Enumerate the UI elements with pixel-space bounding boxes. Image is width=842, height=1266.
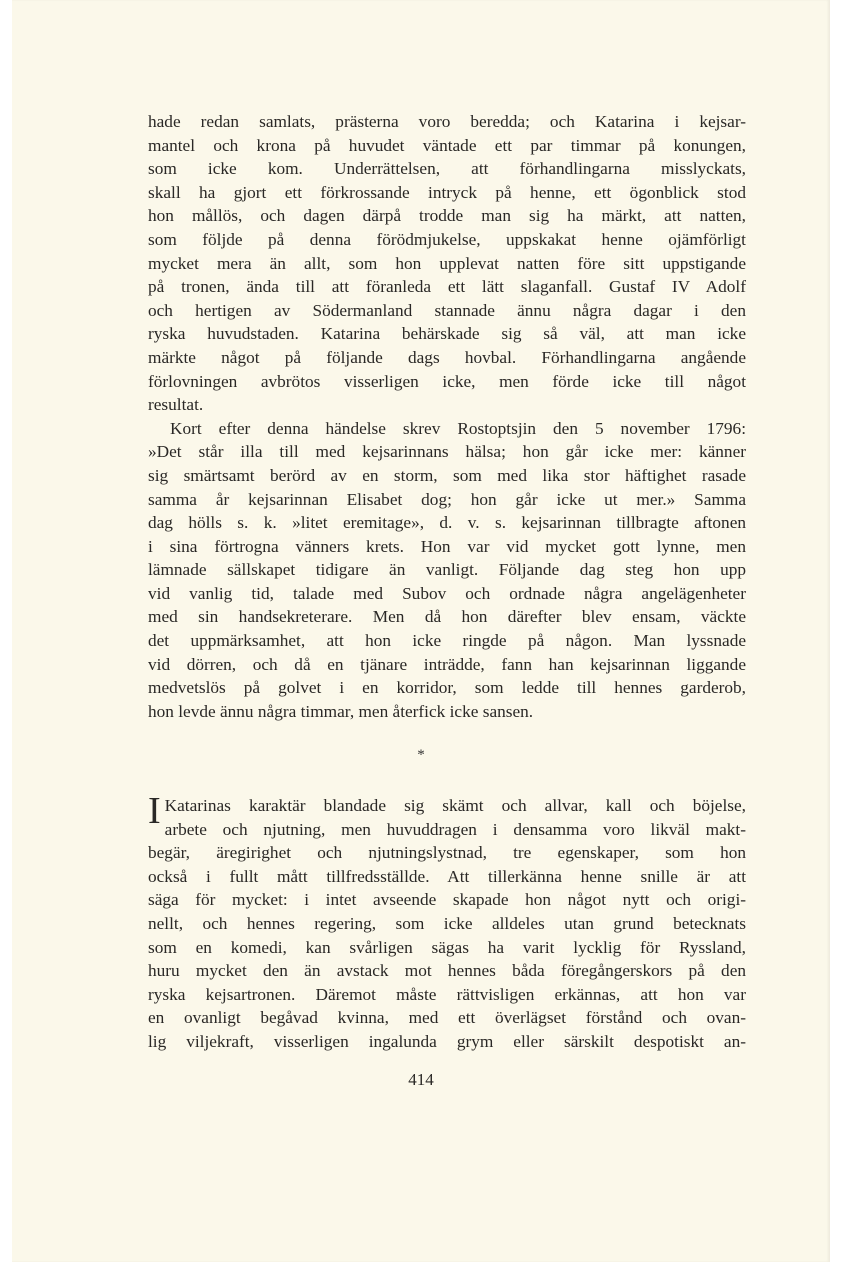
text-line: ryska kejsartronen. Däremot måste rättvisligen erkännas, att hon var	[148, 984, 746, 1004]
text-line: vid vanlig tid, talade med Subov och ordnade några angelägenheter	[148, 583, 746, 603]
text-line: sig smärtsamt berörd av en storm, som med lika stor häftighet rasade	[148, 465, 746, 485]
text-line: med sin handsekreterare. Men då hon därefter blev ensam, väckte	[148, 607, 746, 627]
text-line: lämnade sällskapet tidigare än vanligt. Följande dag steg hon upp	[148, 560, 746, 580]
text-line: hon levde ännu några timmar, men återfick icke sansen.	[148, 701, 534, 721]
text-line: hon mållös, och dagen därpå trodde man sig ha märkt, att natten,	[148, 206, 746, 226]
text-line: arbete och njutning, men huvuddragen i densamma voro likväl makt-	[164, 819, 746, 839]
text-line: medvetslös på golvet i en korridor, som ledde till hennes garderob,	[148, 678, 746, 698]
text-line: också i fullt mått tillfredsställde. Att tillerkänna henne snille är att	[148, 866, 746, 886]
initial-letter: I	[148, 790, 161, 832]
text-line: Katarinas karaktär blandade sig skämt och allvar, kall och böjelse,	[164, 796, 746, 815]
paragraph-1	[148, 110, 746, 417]
text-line: lig viljekraft, visserligen ingalunda grym eller särskilt despotiskt an-	[148, 1031, 746, 1051]
text-line: som en komedi, kan svårligen sägas ha varit lycklig för Ryssland,	[148, 937, 746, 957]
text-line: begär, äregirighet och njutningslystnad, tre egenskaper, som hon	[148, 843, 746, 863]
text-line: det uppmärksamhet, att hon icke ringde på någon. Man lyssnade	[148, 631, 746, 651]
text-line: »Det står illa till med kejsarinnans hälsa; hon går icke mer: känner	[148, 442, 746, 462]
text-line: mycket mera än allt, som hon upplevat natten före sitt uppstigande	[148, 253, 746, 273]
text-line: Kort efter denna händelse skrev Rostoptsjin den 5 november 1796:	[170, 418, 746, 438]
text-line: dag hölls s. k. »litet eremitage», d. v. s. kejsarinnan tillbragte aftonen	[148, 513, 746, 533]
text-line: som följde på denna förödmjukelse, uppskakat henne ojämförligt	[148, 229, 746, 249]
text-line: säga för mycket: i intet avseende skapade hon något nytt och origi-	[148, 890, 746, 910]
text-line: som icke kom. Underrättelsen, att förhandlingarna misslyckats,	[148, 159, 746, 179]
text-line: mantel och krona på huvudet väntade ett par timmar på konungen,	[148, 135, 746, 155]
page-number: 414	[408, 1070, 434, 1089]
body-text	[148, 110, 746, 723]
text-line: förlovningen avbrötos visserligen icke, men förde icke till något	[148, 371, 746, 391]
text-line: skall ha gjort ett förkrossande intryck på henne, ett ögonblick stod	[148, 182, 746, 202]
text-line: vid dörren, och då en tjänare inträdde, fann han kejsarinnan liggande	[148, 654, 746, 674]
text-line: huru mycket den än avstack mot hennes båda föregångerskors på den	[148, 961, 746, 981]
text-line: hade redan samlats, prästerna voro beredda; och Katarina i kejsar-	[148, 112, 746, 131]
text-line: ryska huvudstaden. Katarina behärskade sig så väl, att man icke	[148, 324, 746, 344]
text-line: i sina förtrogna vänners krets. Hon var vid mycket gott lynne, men	[148, 536, 746, 556]
text-line: resultat.	[148, 395, 204, 415]
section-separator: *	[417, 747, 425, 763]
paragraph-2	[148, 417, 746, 724]
section-2-text	[148, 790, 746, 1054]
text-line: på tronen, ända till att föranleda ett lätt slaganfall. Gustaf IV Adolf	[148, 277, 746, 297]
text-line: och hertigen av Södermanland stannade ännu några dagar i den	[148, 300, 746, 320]
text-line: en ovanligt begåvad kvinna, med ett överlägset förstånd och ovan-	[148, 1008, 746, 1028]
text-line: nellt, och hennes regering, som icke alldeles utan grund betecknats	[148, 913, 746, 933]
text-line: märkte något på följande dags hovbal. Förhandlingarna angående	[148, 347, 746, 367]
text-line: samma år kejsarinnan Elisabet dog; hon går icke ut mer.» Samma	[148, 489, 746, 509]
